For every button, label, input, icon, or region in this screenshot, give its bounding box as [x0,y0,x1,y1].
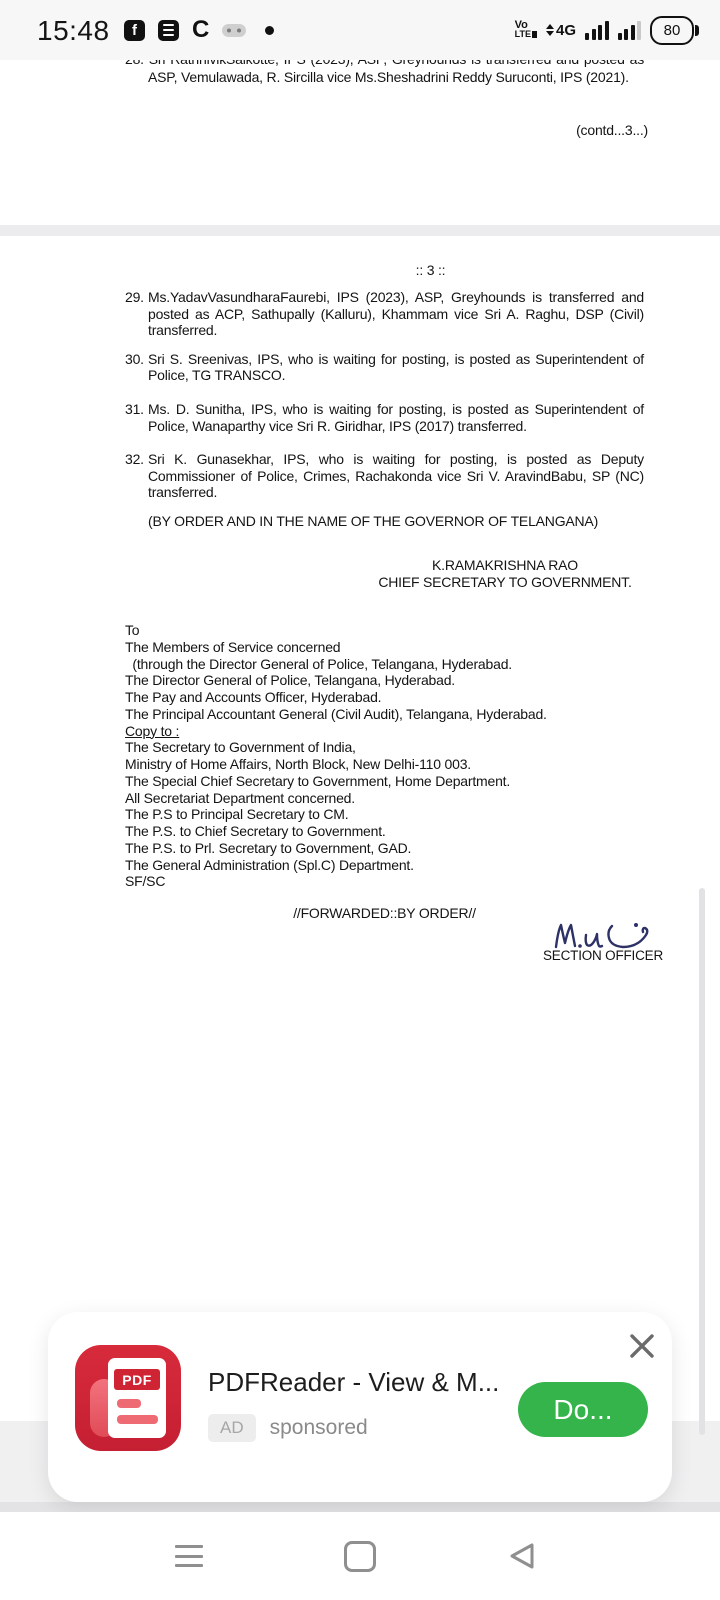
address-block [125,622,644,890]
item-line: transferred. [148,484,218,501]
ad-banner-card[interactable] [48,1312,672,1502]
signatory-name: K.RAMAKRISHNA RAO [432,557,578,573]
addressee-line: The Principal Accountant General (Civil Audit), Telangana, Hyderabad. [125,705,547,722]
order-item-30 [125,351,644,384]
menu-icon [175,1545,203,1567]
copy-line: The Special Chief Secretary to Government, Home Department. [125,772,511,789]
status-bar [0,0,720,60]
paragraph-continuation-line: ASP, Vemulawada, R. Sircilla vice Ms.Sheshadrini Reddy Suruconti, IPS (2021). [148,69,629,85]
item-line: Sri S. Sreenivas, IPS, who is waiting for posting, is posted as Superintendent of [148,350,644,367]
pdf-page-2 [0,60,720,225]
copy-line: The P.S. to Prl. Secretary to Government, GAD. [125,839,412,856]
android-nav-bar [0,1512,720,1600]
pdf-icon-label: PDF [114,1369,160,1390]
pdf-app-icon[interactable] [75,1345,181,1451]
notification-icons [124,0,274,60]
signatory-block [355,557,655,590]
item-number: 30. [125,350,144,367]
item-number: 31. [125,400,144,417]
addressee-line: (through the Director General of Police, Telangana, Hyderabad. [125,655,512,672]
to-label: To [125,622,140,638]
pdf-icon-sheet [108,1358,166,1438]
copy-line: The Secretary to Government of India, [125,739,356,756]
page-number-header: :: 3 :: [415,262,446,278]
item-line: Police, TG TRANSCO. [148,367,286,384]
gamepad-icon [222,22,246,39]
recents-button[interactable] [149,1512,229,1600]
ad-badge: AD [208,1414,256,1442]
signatory-title: CHIEF SECRETARY TO GOVERNMENT. [378,573,632,590]
pdf-icon-textline [117,1415,158,1424]
order-item-29 [125,289,644,339]
pdf-page-3 [0,236,720,1421]
copy-line: Ministry of Home Affairs, North Block, New Delhi-110 003. [125,756,471,772]
item-line: Ms. D. Sunitha, IPS, who is waiting for posting, is posted as Superintendent of [148,400,644,417]
item-line: transferred. [148,322,218,339]
section-officer-label: SECTION OFFICER [542,948,663,963]
copy-line: The P.S to Principal Secretary to CM. [125,806,349,823]
bottom-divider [0,1502,720,1512]
item-line: posted as ACP, Sathupally (Kalluru), Khammam vice Sri A. Raghu, DSP (Civil) [148,305,644,322]
copy-line: All Secretariat Department concerned. [125,789,355,806]
home-button[interactable] [320,1512,400,1600]
pdf-icon-textline [117,1399,141,1408]
network-type-icon: 4G [546,22,576,39]
ad-meta-row [208,1414,368,1442]
close-icon[interactable] [627,1331,657,1361]
item-number: 32. [125,451,144,468]
item-number: 29. [125,289,144,305]
signal-bars-sim1-icon [585,21,609,40]
sponsored-label: sponsored [269,1416,368,1439]
back-button[interactable] [482,1512,562,1600]
sf-sc-line: SF/SC [125,873,166,890]
addressee-line: The Director General of Police, Telangana, Hyderabad. [125,672,456,689]
order-item-32 [125,451,644,501]
download-button[interactable]: Do... [518,1382,648,1437]
c-app-icon: C [192,16,210,43]
contd-note: (contd...3...) [576,122,648,138]
item-line: Commissioner of Police, Crimes, Rachakonda vice Sri V. AravindBabu, SP (NC) [148,467,644,484]
item-line: Sri K. Gunasekhar, IPS, who is waiting for posting, is posted as Deputy [148,451,644,468]
battery-icon [650,16,694,45]
addressee-line: The Pay and Accounts Officer, Hyderabad. [125,689,382,705]
system-status-icons [515,0,694,60]
volte-icon: Vo LTE [515,21,537,39]
signal-bars-sim2-icon [618,21,642,40]
facebook-icon: f [124,20,145,41]
copy-to-label: Copy to : [125,722,180,739]
order-items [125,289,644,514]
notification-dot-icon [265,26,274,35]
scrollbar-thumb[interactable] [699,888,705,1435]
clock: 15:48 [37,15,110,46]
battery-level: 80 [663,21,681,39]
copy-line: The General Administration (Spl.C) Department. [125,856,414,873]
ad-app-title[interactable]: PDFReader - View & M... [208,1367,500,1397]
reader-app-icon [158,20,179,41]
addressee-line: The Members of Service concerned [125,638,341,655]
item-line: Police, Wanaparthy vice Sri R. Giridhar, IPS (2017) transferred. [148,417,527,434]
forwarded-line: //FORWARDED::BY ORDER// [293,905,476,921]
page-separator [0,225,720,236]
back-icon [507,1542,537,1570]
home-icon [344,1541,376,1572]
by-order-line: (BY ORDER AND IN THE NAME OF THE GOVERNOR OF TELANGANA) [148,513,599,529]
order-item-31 [125,401,644,434]
item-line: Ms.YadavVasundharaFaurebi, IPS (2023), ASP, Greyhounds is transferred and [148,289,644,305]
copy-line: The P.S. to Chief Secretary to Government. [125,823,386,839]
